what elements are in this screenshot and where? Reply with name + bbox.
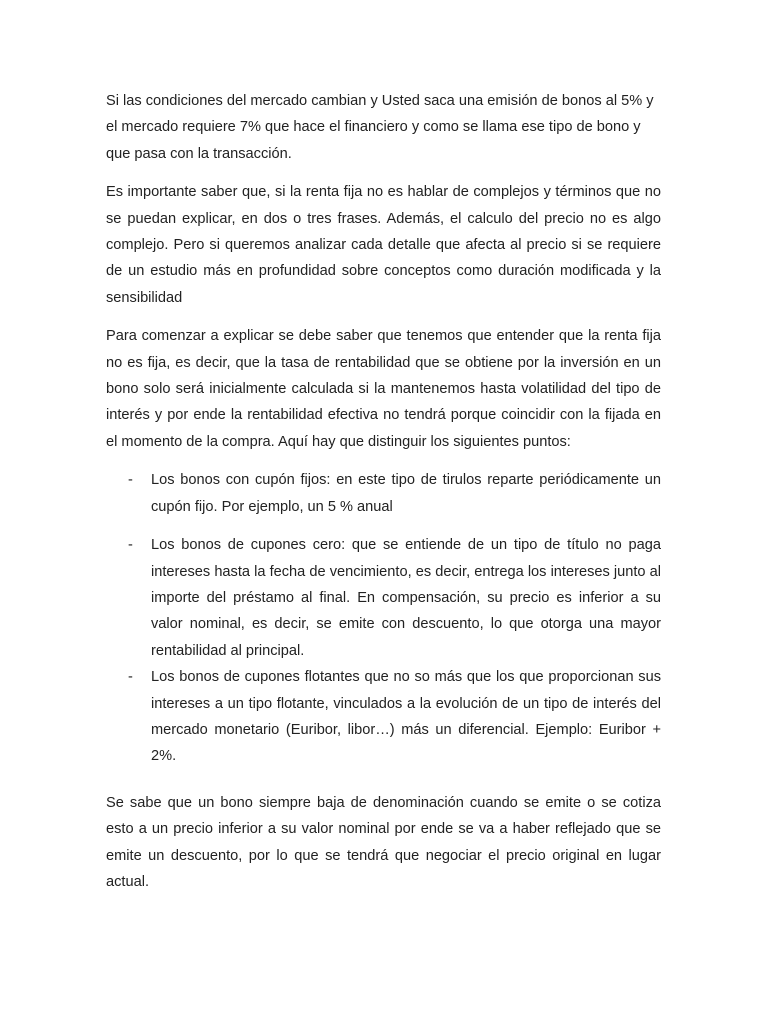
bond-types-list	[106, 467, 661, 769]
paragraph-explanation: Para comenzar a explicar se debe saber que tenemos que entender que la renta fija no es fija, es decir, que la tasa de rentabilidad que se obtiene por la inversión en un bono solo será inicialmente calculada si la mantenemos hasta volatilidad del tipo de interés y por ende la rentabilidad efectiva no tendrá porque coincidir con la fijada en el momento de la compra. Aquí hay que distinguir los siguientes puntos:	[106, 328, 661, 450]
paragraph-intro: Es importante saber que, si la renta fija no es hablar de complejos y términos que no se puedan explicar, en dos o tres frases. Además, el calculo del precio no es algo complejo. Pero si queremos analizar cada detalle que afecta al precio si se requiere de un estudio más en profundidad sobre conceptos como duración modificada y la sensibilidad	[106, 184, 661, 306]
paragraph-question: Si las condiciones del mercado cambian y Usted saca una emisión de bonos al 5% y el mercado requiere 7% que hace el financiero y como se llama ese tipo de bono y que pasa con la transacción.	[106, 93, 654, 162]
document-body	[106, 88, 661, 907]
list-bullet-dash: -	[128, 669, 133, 686]
list-bullet-dash: -	[128, 472, 133, 489]
list-item-floating-coupon	[106, 664, 661, 770]
list-item-text: Los bonos de cupones cero: que se entiende de un tipo de título no paga intereses hasta la fecha de vencimiento, es decir, entrega los intereses junto al importe del préstamo al final. En compensación, su precio es inferior a su valor nominal, es decir, se emite con descuento, lo que otorga una mayor rentabilidad al principal.	[151, 537, 661, 659]
list-item-text: Los bonos con cupón fijos: en este tipo de tirulos reparte periódicamente un cupón fijo. Por ejemplo, un 5 % anual	[151, 472, 661, 515]
list-item-text: Los bonos de cupones flotantes que no so más que los que proporcionan sus intereses a un tipo flotante, vinculados a la evolución de un tipo de interés del mercado monetario (Euribor, libor…) más un diferencial. Ejemplo: Euribor + 2%.	[151, 669, 661, 765]
list-item-fixed-coupon	[106, 467, 661, 520]
paragraph-conclusion: Se sabe que un bono siempre baja de denominación cuando se emite o se cotiza esto a un precio inferior a su valor nominal por ende se va a haber reflejado que se emite un descuento, por lo que se tendrá que negociar el precio original en lugar actual.	[106, 794, 661, 890]
list-bullet-dash: -	[128, 537, 133, 554]
list-item-zero-coupon	[106, 532, 661, 664]
